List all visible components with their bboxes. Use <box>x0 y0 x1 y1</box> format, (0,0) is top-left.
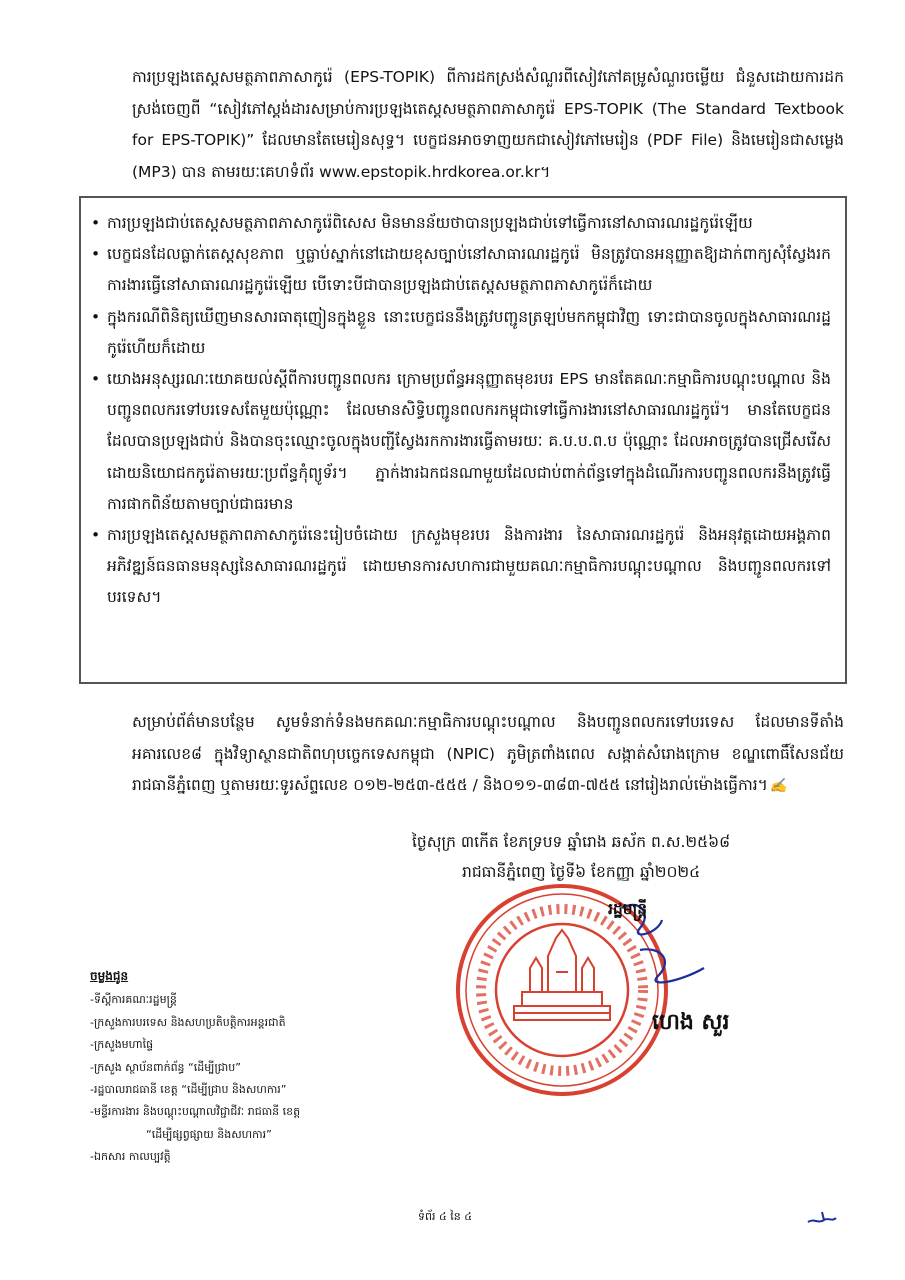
minister-name: ហេង សួរ <box>652 1010 730 1035</box>
closing-section <box>132 707 844 803</box>
notice-item <box>91 208 831 239</box>
notice-item <box>91 364 831 520</box>
recipient-item: -ឯកសារ កាលប្បវត្តិ <box>90 1150 171 1164</box>
notice-item <box>91 520 831 614</box>
notice-box <box>79 196 847 684</box>
page-number: ទំព័រ ៤ នៃ ៤ <box>418 1210 472 1223</box>
recipients-heading: ចម្លងជូន <box>90 969 129 983</box>
recipient-item: -ក្រសួងមហាផ្ទៃ <box>90 1038 154 1052</box>
notice-item-text: ការប្រឡងជាប់តេស្តសមត្ថភាពភាសាកូរ៉េពិសេស មិនមានន័យថាបានប្រឡងជាប់ទៅធ្វើការនៅសាធារណរដ្ឋកូរ៉េឡើយ <box>107 214 753 232</box>
notice-item-text: បេក្ខជនដែលធ្លាក់តេស្តសុខភាព ឬធ្លាប់ស្នាក់នៅដោយខុសច្បាប់នៅសាធារណរដ្ឋកូរ៉េ មិនត្រូវបានអនុញ្ញាតឱ្យដាក់ពាក្យសុំស្វែងរកការងារធ្វើនៅសាធារណរដ្ឋកូរ៉េឡើយ បើទោះបីជាបានប្រឡងជាប់តេស្តសមត្ថភាពភាសាកូរ៉េក៏ដោយ <box>107 245 831 295</box>
notice-item-text: យោងអនុស្សរណៈយោគយល់ស្តីពីការបញ្ជូនពលករ ក្រោមប្រព័ន្ធអនុញ្ញាតមុខរបរ EPS មានតែគណៈកម្មាធិការបណ្តុះបណ្តាល និងបញ្ជូនពលករទៅបរទេសតែមួយប៉ុណ្ណោះ ដែលមានសិទ្ធិបញ្ជូនពលករកម្ពុជាទៅធ្វើការងារនៅសាធារណរដ្ឋកូរ៉េ។ មានតែបេក្ខជនដែលបានប្រឡងជាប់ និងបានចុះឈ្មោះចូលក្នុងបញ្ជីស្វែងរកការងារធ្វើតាមរយៈ គ.ប.ប.ព.ប ប៉ុណ្ណោះ ដែលអាចត្រូវបានជ្រើសរើសដោយនិយោជកកូរ៉េតាមរយៈប្រព័ន្ធកុំព្យូទ័រ។ ភ្នាក់ងារឯកជនណាមួយដែលជាប់ពាក់ព័ន្ធទៅក្នុងដំណើរការបញ្ជូនពលករនឹងត្រូវធ្វើការផាកពិន័យតាមច្បាប់ជាធរមាន <box>107 370 831 513</box>
minister-title: រដ្ឋមន្ត្រី <box>608 900 648 918</box>
recipients-list <box>90 965 430 1169</box>
handwritten-mark-icon <box>806 1208 838 1230</box>
date-block <box>412 827 852 887</box>
intro-section <box>132 62 844 188</box>
lunar-date: ថ្ងៃសុក្រ ៣កើត ខែភទ្របទ ឆ្នាំរោង ឆស័ក ព.ស.២៥៦៨ <box>412 833 731 851</box>
bullet-icon: • <box>91 214 101 232</box>
notice-item <box>91 239 831 301</box>
recipient-item: -មន្ទីរការងារ និងបណ្តុះបណ្តាលវិជ្ជាជីវៈ រាជធានី ខេត្ត <box>90 1105 301 1119</box>
solar-date: រាជធានីភ្នំពេញ ថ្ងៃទី៦ ខែកញ្ញា ឆ្នាំ២០២៤ <box>462 863 701 881</box>
recipient-item: -ទីស្តីការគណៈរដ្ឋមន្ត្រី <box>90 993 177 1007</box>
bullet-icon: • <box>91 526 101 545</box>
notice-item <box>91 302 831 364</box>
recipient-item: -ក្រសួងការបរទេស និងសហប្រតិបត្តិការអន្តរជាតិ <box>90 1015 286 1029</box>
bullet-icon: • <box>91 245 101 264</box>
recipient-item: -ក្រសួង ស្ថាប័នពាក់ព័ន្ធ “ដើម្បីជ្រាប” <box>90 1060 241 1074</box>
bullet-icon: • <box>91 307 101 326</box>
closing-paragraph: សម្រាប់ព័ត៌មានបន្ថែម សូមទំនាក់ទំនងមកគណៈកម្មាធិការបណ្តុះបណ្តាល និងបញ្ជូនពលករទៅបរទេស ដែលមានទីតាំងអគារលេខ៨ ក្នុងវិទ្យាស្ថានជាតិពហុបច្ចេកទេសកម្ពុជា (NPIC) ភូមិត្រពាំងពេល សង្កាត់សំរោងក្រោម ខណ្ឌពោធិ៍សែនជ័យ រាជធានីភ្នំពេញ ឬតាមរយៈទូរស័ព្ទលេខ ០១២-២៥៣-៥៥៥ / និង០១១-៣៨៣-៧៥៥ នៅរៀងរាល់ម៉ោងធ្វើការ។ <box>132 713 844 794</box>
intro-paragraph: ការប្រឡងតេស្តសមត្ថភាពភាសាកូរ៉េ (EPS-TOPIK) ពីការដកស្រង់សំណួរពីសៀវភៅគម្រូសំណួរចម្លើយ ជំនួសដោយការដកស្រង់ចេញពី “សៀវភៅស្តង់ដារសម្រាប់ការប្រឡងតេស្តសមត្ថភាពភាសាកូរ៉េ EPS-TOPIK (The Standard Textbook for EPS-TOPIK)” ដែលមានតែមេរៀនសុទ្ធ។ បេក្ខជនអាចទាញយកជាសៀវភៅមេរៀន (PDF File) និងមេរៀនជាសម្លេង (MP3) បាន តាមរយៈគេហទំព័រ www.epstopik.hrdkorea.or.kr។ <box>132 68 844 181</box>
notice-item-text: ក្នុងករណីពិនិត្យឃើញមានសារធាតុញៀនក្នុងខ្លួន នោះបេក្ខជននឹងត្រូវបញ្ជូនត្រឡប់មកកម្ពុជាវិញ ទោះជាបានចូលក្នុងសាធារណរដ្ឋកូរ៉េហើយក៏ដោយ <box>107 307 831 357</box>
notice-list <box>91 208 831 614</box>
recipient-item: -រដ្ឋបាលរាជធានី ខេត្ត “ដើម្បីជ្រាប និងសហការ” <box>90 1083 287 1097</box>
handwritten-initials: ✍ <box>769 778 788 794</box>
recipient-item: “ដើម្បីផ្សព្វផ្សាយ និងសហការ” <box>146 1127 272 1141</box>
bullet-icon: • <box>91 370 101 389</box>
notice-item-text: ការប្រឡងតេស្តសមត្ថភាពភាសាកូរ៉េនេះរៀបចំដោយ ក្រសួងមុខរបរ និងការងារ នៃសាធារណរដ្ឋកូរ៉េ និងអនុវត្តដោយអង្គភាពអភិវឌ្ឍន៍ធនធានមនុស្សនៃសាធារណរដ្ឋកូរ៉េ ដោយមានការសហការជាមួយគណៈកម្មាធិការបណ្តុះបណ្តាល និងបញ្ជូនពលករទៅបរទេស។ <box>107 526 831 607</box>
